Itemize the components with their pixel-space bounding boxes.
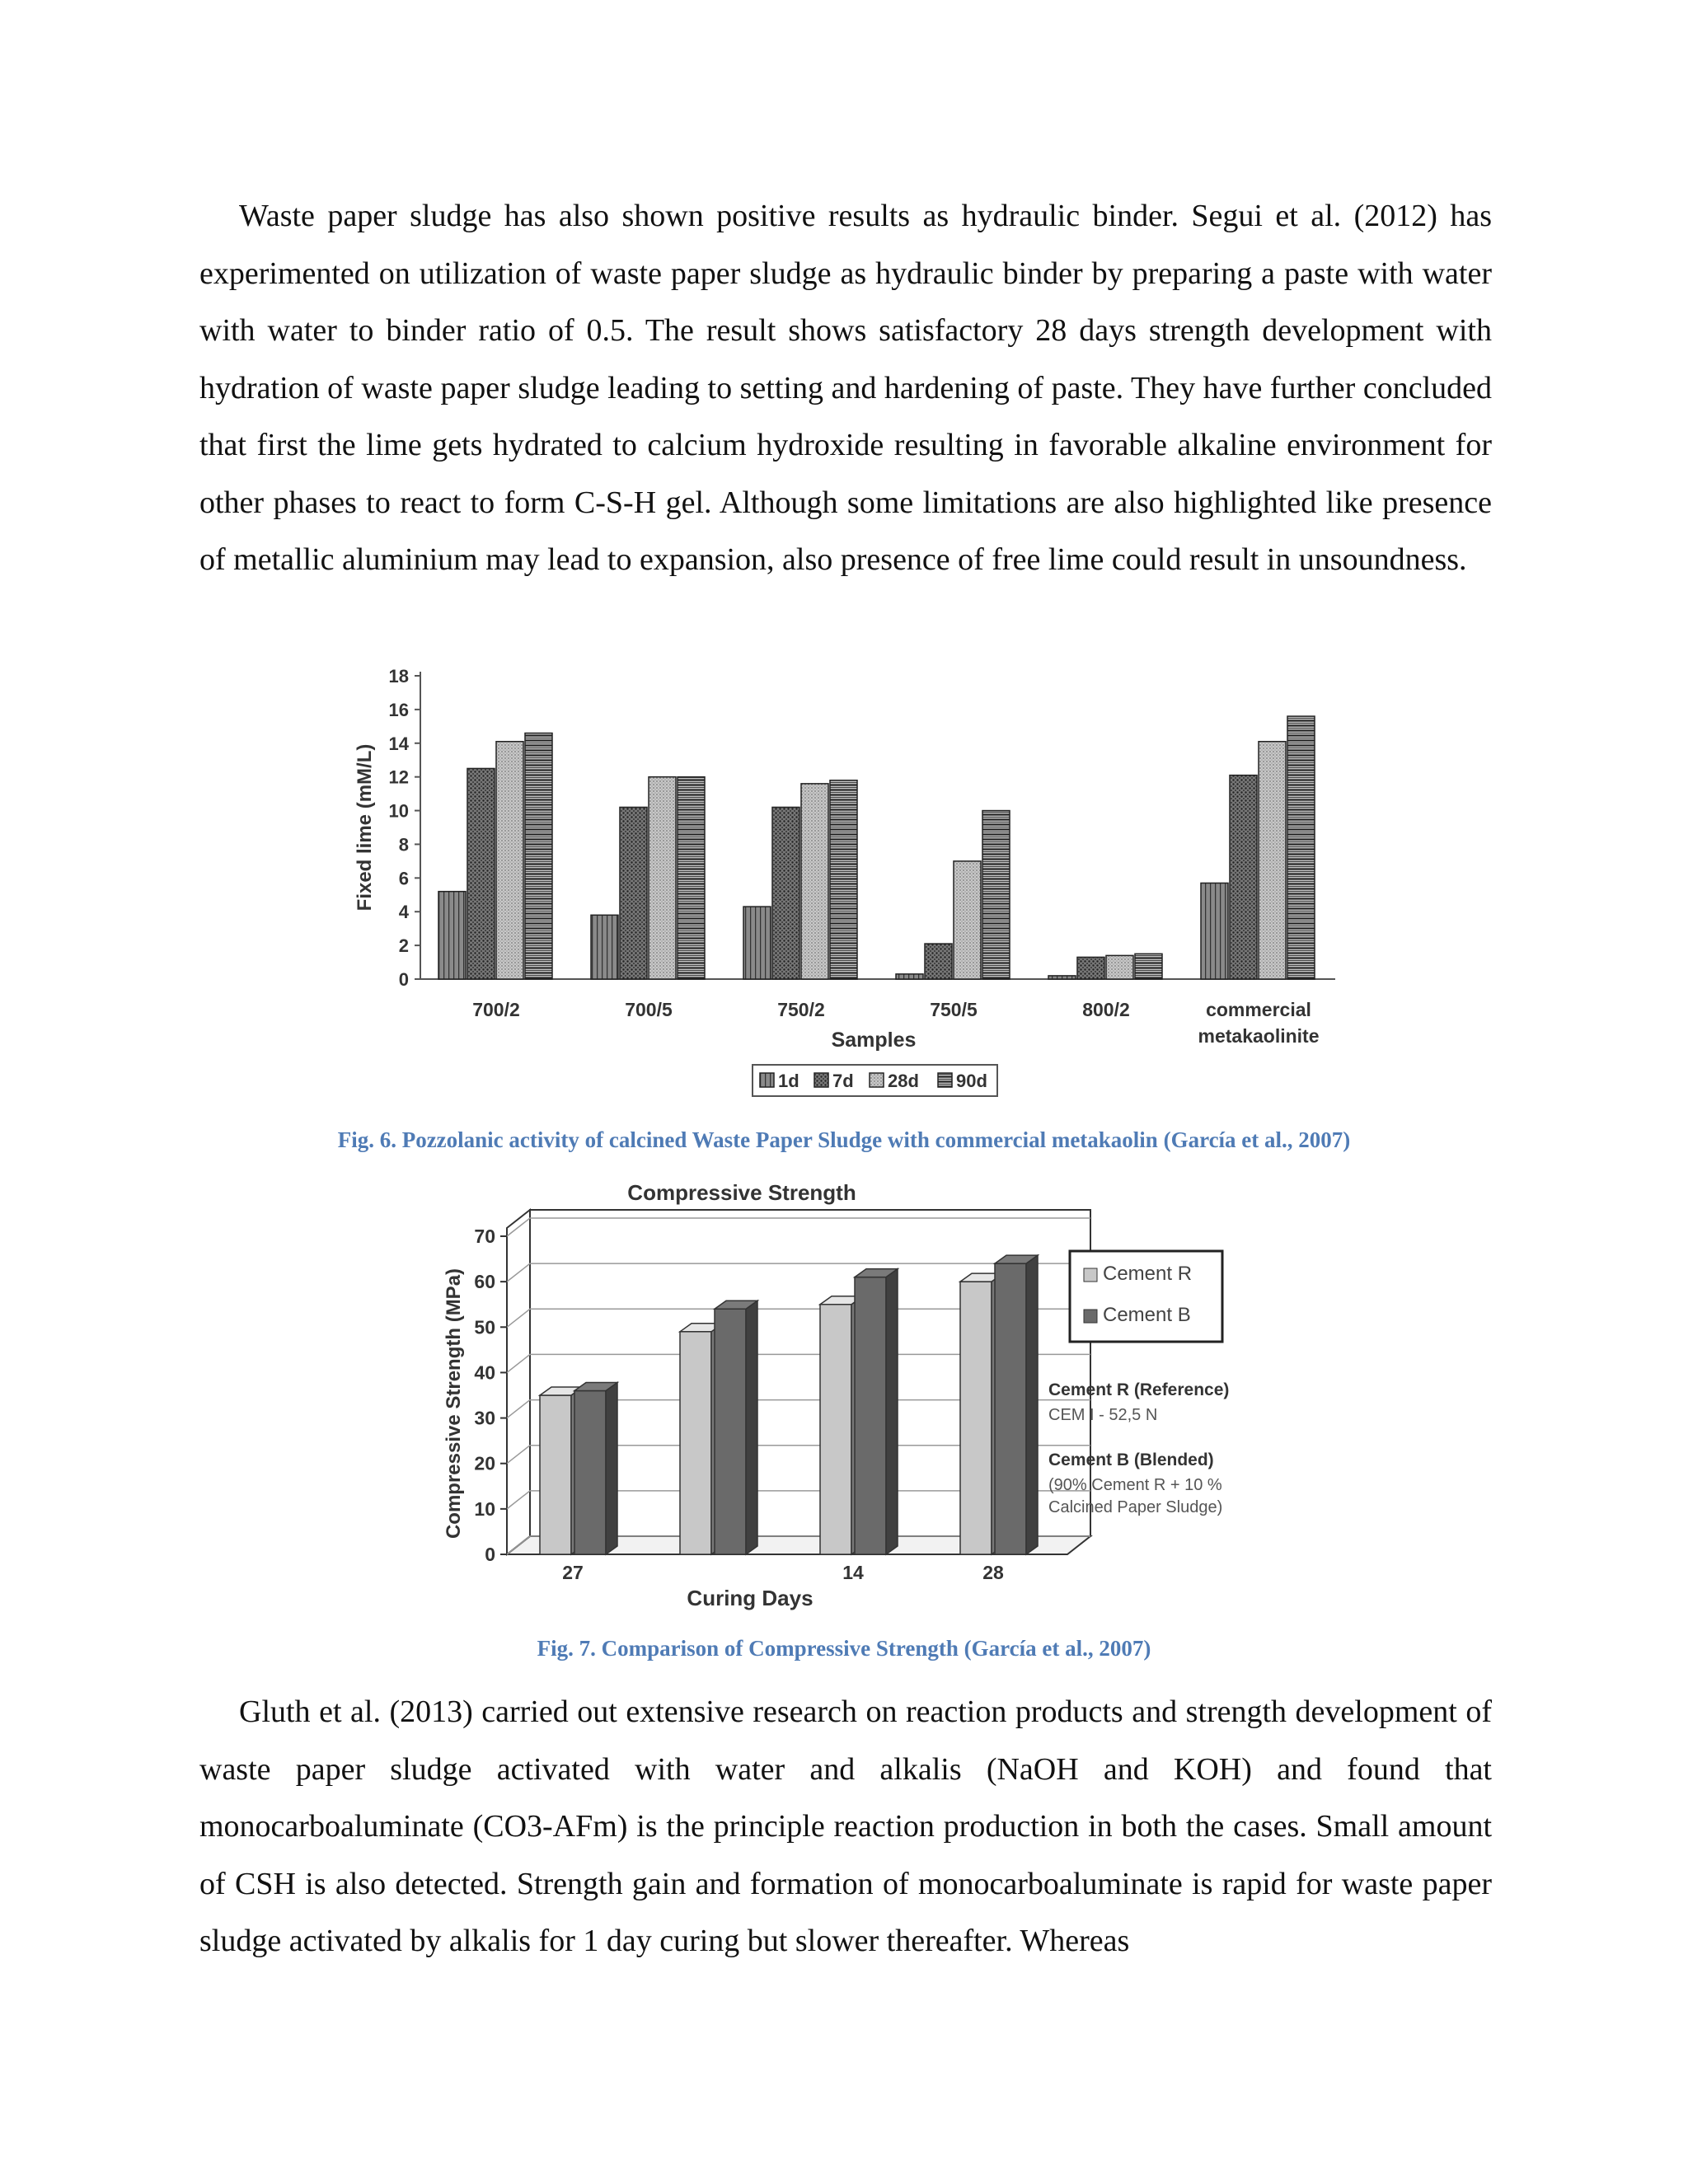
- y-axis-title: Compressive Strength (MPa): [443, 1268, 465, 1540]
- legend: [1070, 1251, 1222, 1342]
- bar-side: [886, 1269, 898, 1554]
- x-axis-title: Samples: [831, 1029, 917, 1052]
- bar-700-2-28d: [496, 742, 523, 979]
- paragraph-waste-paper-sludge-binder: Waste paper sludge has also shown positive results as hydraulic binder. Segui et al. (2012) has experimented on utilization of waste paper sludge as hydraulic binder by preparing a paste with water with water to binder ratio of 0.5. The result shows satisfactory 28 days strength development with hydration of waste paper sludge leading to setting and hardening of paste. They have further concluded that first the lime gets hydrated to calcium hydroxide resulting in favorable alkaline environment for other phases to react to form C-S-H gel. Although some limitations are also highlighted like presence of metallic aluminium may lead to expansion, also presence of free lime could result in unsoundness.: [199, 199, 1492, 577]
- bar-750-5-28d: [954, 861, 981, 979]
- bar-750-5-7d: [925, 944, 952, 979]
- bar-front: [855, 1277, 886, 1554]
- annotation-line: CEM I - 52,5 N: [1048, 1406, 1158, 1424]
- annotation-line: (90% Cement R + 10 %: [1048, 1476, 1222, 1494]
- legend-label-cement-b: Cement B: [1103, 1304, 1191, 1326]
- x-tick-label-commercial-metakaolinite: metakaolinite: [1198, 1025, 1320, 1047]
- x-tick-label-700-5: 700/5: [625, 999, 673, 1020]
- bar-front: [540, 1395, 571, 1554]
- legend: [753, 1065, 997, 1096]
- x-tick-label-commercial-metakaolinite: commercial: [1206, 999, 1311, 1020]
- bar-750-2-28d: [801, 784, 828, 979]
- annotation-line: Calcined Paper Sludge): [1048, 1498, 1223, 1516]
- y-tick-label: 12: [388, 766, 409, 788]
- y-tick-label: 30: [474, 1407, 495, 1429]
- bar-700-5-90d: [678, 777, 705, 979]
- y-tick-label: 6: [398, 868, 409, 889]
- bar-750-5-1d: [896, 974, 923, 979]
- bar-700-5-28d: [649, 777, 676, 979]
- bar-commercial-metakaolinite-28d: [1259, 742, 1286, 979]
- bar-day-unlabeled-cement-b: [715, 1301, 757, 1554]
- bar-day-14-cement-b: [855, 1269, 898, 1554]
- bar-700-2-90d: [525, 733, 552, 979]
- y-tick-label: 16: [388, 699, 409, 720]
- x-tick-label-800-2: 800/2: [1082, 999, 1130, 1020]
- bar-side: [1026, 1255, 1038, 1554]
- legend-label-28d: 28d: [888, 1071, 919, 1091]
- legend-label-1d: 1d: [778, 1071, 799, 1091]
- paragraph-gluth-research: Gluth et al. (2013) carried out extensive research on reaction products and strength development of waste paper sludge activated with water and alkalis (NaOH and KOH) and found that monocarboaluminate (CO3-AFm) is the principle reaction production in both the cases. Small amount of CSH is also detected. Strength gain and formation of monocarboaluminate is rapid for waste paper sludge activated by alkalis for 1 day curing but slower thereafter. Whereas: [199, 1694, 1492, 1958]
- compressive-strength-bar-chart: [429, 1177, 1302, 1622]
- legend-swatch-cement-b: [1084, 1310, 1097, 1323]
- figure-6-caption: Fig. 6. Pozzolanic activity of calcined Waste Paper Sludge with commercial metakaolin (García et al., 2007): [337, 1127, 1351, 1152]
- y-axis-title: Fixed lime (mM/L): [354, 743, 376, 912]
- y-tick-label: 2: [398, 935, 409, 957]
- annotation-heading-2: Cement B (Blended): [1048, 1451, 1214, 1469]
- bar-700-5-1d: [591, 915, 618, 979]
- y-tick-label: 20: [474, 1452, 495, 1474]
- bar-800-2-7d: [1077, 957, 1104, 979]
- bar-750-2-1d: [743, 907, 771, 979]
- y-tick-label: 50: [474, 1316, 495, 1338]
- x-tick-label-14: 14: [842, 1562, 864, 1583]
- y-tick-label: 14: [388, 733, 409, 754]
- bar-day-27-cement-b: [574, 1382, 617, 1554]
- bar-front: [680, 1332, 711, 1554]
- bar-750-2-90d: [830, 780, 857, 979]
- bar-commercial-metakaolinite-90d: [1287, 716, 1315, 979]
- x-tick-label-750-2: 750/2: [777, 999, 825, 1020]
- y-tick-label: 10: [474, 1497, 495, 1520]
- legend-label-cement-r: Cement R: [1103, 1263, 1193, 1285]
- y-tick-label: 70: [474, 1226, 495, 1247]
- legend-swatch-28d: [870, 1073, 884, 1087]
- bar-front: [574, 1390, 606, 1554]
- bar-front: [995, 1263, 1026, 1554]
- bar-front: [715, 1309, 746, 1554]
- annotation-heading-1: Cement R (Reference): [1048, 1380, 1230, 1399]
- bar-800-2-1d: [1048, 976, 1076, 979]
- legend-swatch-1d: [760, 1073, 774, 1087]
- bar-commercial-metakaolinite-7d: [1230, 776, 1257, 979]
- x-tick-label-700-2: 700/2: [472, 999, 520, 1020]
- bar-800-2-28d: [1106, 955, 1133, 979]
- bar-side: [746, 1301, 757, 1554]
- y-tick-label: 10: [388, 800, 409, 822]
- y-tick-label: 60: [474, 1271, 495, 1293]
- bar-700-2-7d: [467, 768, 495, 979]
- y-tick-label: 8: [398, 834, 409, 855]
- x-axis-title: Curing Days: [687, 1586, 814, 1610]
- legend-swatch-cement-r: [1084, 1268, 1097, 1282]
- x-tick-label-750-5: 750/5: [930, 999, 978, 1020]
- y-tick-label: 40: [474, 1361, 495, 1384]
- chart-title: Compressive Strength: [627, 1180, 856, 1205]
- y-tick-label: 18: [388, 666, 409, 687]
- bar-700-2-1d: [438, 892, 466, 979]
- bar-side: [606, 1382, 617, 1554]
- bar-day-28-cement-b: [995, 1255, 1038, 1554]
- legend-label-90d: 90d: [956, 1071, 987, 1091]
- bar-front: [820, 1305, 851, 1554]
- legend-label-7d: 7d: [832, 1071, 854, 1091]
- bar-front: [960, 1282, 992, 1554]
- bar-700-5-7d: [620, 807, 647, 979]
- bar-750-5-90d: [982, 811, 1010, 979]
- bar-commercial-metakaolinite-1d: [1201, 883, 1228, 979]
- bar-800-2-90d: [1135, 954, 1162, 979]
- legend-swatch-90d: [938, 1073, 952, 1087]
- bar-750-2-7d: [772, 807, 799, 979]
- y-tick-label: 0: [485, 1544, 495, 1565]
- y-tick-label: 4: [398, 902, 409, 923]
- legend-swatch-7d: [814, 1073, 828, 1087]
- fixed-lime-bar-chart: [330, 655, 1360, 1108]
- x-tick-label-27: 27: [562, 1562, 584, 1583]
- figure-7-caption: Fig. 7. Comparison of Compressive Strength (García et al., 2007): [537, 1636, 1151, 1661]
- y-tick-label: 0: [398, 969, 409, 990]
- left-wall: [507, 1210, 530, 1554]
- x-tick-label-28: 28: [982, 1562, 1004, 1583]
